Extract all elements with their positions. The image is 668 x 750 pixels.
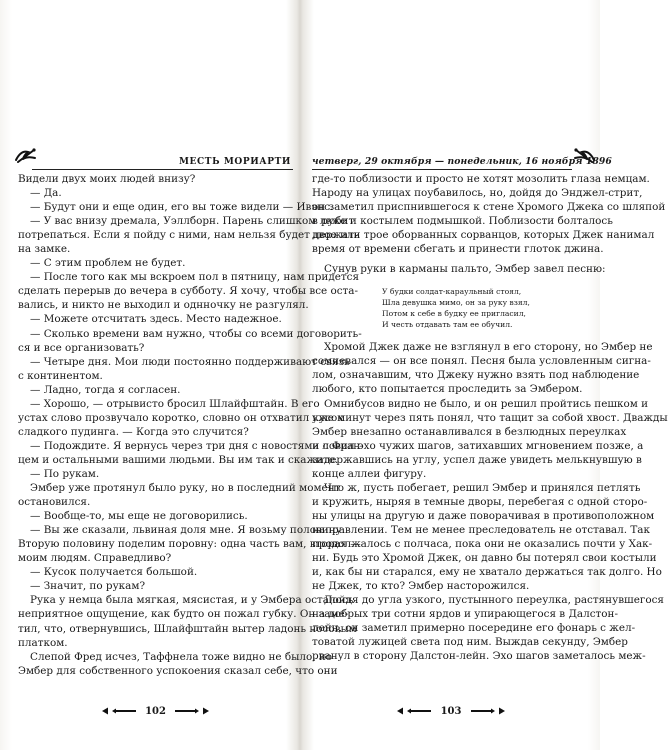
text-line: сделать перерыв до вечера в субботу. Я хочу, чтобы все оста- bbox=[18, 285, 359, 298]
text-line: Рука у немца была мягкая, мясистая, и у Эмбера осталось bbox=[30, 594, 354, 607]
verse-line: Шла девушка мимо, он за руку взял, bbox=[382, 298, 530, 308]
running-head: МЕСТЬ МОРИАРТИ bbox=[178, 157, 291, 167]
left-page bbox=[18, 148, 364, 717]
page-number bbox=[312, 705, 590, 721]
verse-line: У будки солдат-караульный стоял, bbox=[382, 287, 522, 297]
right-page bbox=[312, 148, 668, 717]
text-line: время от времени сбегать и принести глоток джина. bbox=[312, 243, 604, 256]
text-line: Народу на улицах поубавилось, но, дойдя до Энджел-стрит, bbox=[312, 187, 643, 200]
text-line: любого, кто попытается проследить за Эмбером. bbox=[312, 383, 583, 396]
text-line: неприятное ощущение, как будто он пожал губку. Он заме- bbox=[18, 608, 349, 621]
decorative-flourish-icon bbox=[572, 146, 596, 166]
text-line: с континентом. bbox=[18, 369, 103, 382]
text-line: — С этим проблем не будет. bbox=[30, 257, 186, 270]
text-line: — Да. bbox=[30, 187, 62, 200]
text-line: — По рукам. bbox=[30, 467, 100, 480]
right-page-text bbox=[312, 172, 668, 663]
text-line: — Хорошо, — отрывисто бросил Шлайфштайн. В его bbox=[30, 397, 320, 410]
text-line: ны улицы на другую и даже поворачивая в противоположном bbox=[312, 509, 655, 522]
song-verse bbox=[382, 286, 590, 330]
text-line: — Подождите. Я вернусь через три дня с новостями с Фран- bbox=[30, 439, 364, 452]
text-line: рванул в сторону Далстон-лейн. Эхо шагов заметалось меж- bbox=[312, 650, 646, 663]
text-line: не Джек, то кто? Эмбер насторожился. bbox=[312, 580, 530, 593]
text-line: Эмбер для собственного успокоения сказал себе, что они bbox=[18, 664, 338, 677]
text-line: Дойдя до угла узкого, пустынного переулка, растянувшегося bbox=[324, 594, 664, 607]
text-line: Хромой Джек даже не взглянул в его сторону, но Эмбер не bbox=[324, 341, 653, 354]
text-line: — Четыре дня. Мои люди постоянно поддерживают связь bbox=[30, 355, 350, 368]
text-line: направлении. Тем не менее преследователь не отставал. Так bbox=[312, 523, 650, 536]
text-line: — Будут они и еще один, его вы тоже видели — Ивэнс. bbox=[30, 201, 334, 214]
folio-ornament-left-icon bbox=[102, 707, 136, 715]
text-line: и ловил эхо чужих шагов, затихавших мгновением позже, а bbox=[312, 439, 644, 452]
text-line: Что ж, пусть побегает, решил Эмбер и принялся петлять bbox=[324, 481, 641, 494]
decorative-flourish-icon bbox=[14, 146, 38, 166]
text-line: и кружить, ныряя в темные дворы, перебегая с одной сторо- bbox=[312, 495, 648, 508]
text-line: лом, означавшим, что Джеку нужно взять под наблюдение bbox=[312, 369, 640, 382]
text-line: товатой лужицей света под ним. Выждав секунду, Эмбер bbox=[312, 636, 628, 649]
running-head: четверг, 29 октября — понедельник, 16 ноября 1896 bbox=[312, 156, 612, 167]
header-rule bbox=[32, 169, 293, 170]
text-line: устах слово прозвучало коротко, словно он отхватил кусок bbox=[18, 411, 344, 424]
text-line: где-то поблизости и просто не хотят мозолить глаза немцам. bbox=[312, 173, 650, 185]
text-line: вались, и никто не выходил и однночку не разгулял. bbox=[18, 299, 309, 312]
folio-ornament-right-icon bbox=[175, 707, 209, 715]
verse-line: И честь отдавать там ее обучил. bbox=[382, 320, 513, 330]
text-line: на замке. bbox=[18, 243, 71, 256]
text-line: ся и все организовать? bbox=[18, 341, 145, 354]
text-line: моим людям. Справедливо? bbox=[18, 552, 172, 565]
text-line: — Ладно, тогда я согласен. bbox=[30, 383, 181, 396]
text-line: платком. bbox=[18, 636, 68, 649]
text-line: Слепой Фред исчез, Таффнела тоже видно не было, но bbox=[30, 650, 333, 663]
right-page-header bbox=[312, 148, 612, 170]
page-number-label: 102 bbox=[145, 706, 166, 717]
header-rule bbox=[312, 169, 572, 170]
text-line: конце аллеи фигуру. bbox=[312, 467, 427, 480]
text-line: Эмбер внезапно останавливался в безлюдных переулках bbox=[312, 425, 627, 438]
left-page-header bbox=[18, 148, 293, 170]
text-line: потрепаться. Если я пойду с ними, нам нельзя будет держать bbox=[18, 229, 360, 242]
text-line: ни. Будь это Хромой Джек, он давно бы потерял свои костыли bbox=[312, 552, 657, 565]
text-line: — Вы же сказали, львиная доля мне. Я возьму половину. bbox=[30, 524, 346, 537]
text-line: тил, что, отвернувшись, Шлайфштайн вытер ладонь носовым bbox=[18, 622, 357, 635]
text-line: Эмбер уже протянул было руку, но в последний момент bbox=[30, 482, 341, 495]
text-line: — Можете отсчитать здесь. Место надежное. bbox=[30, 313, 282, 326]
text-line: Сунув руки в карманы пальто, Эмбер завел песню: bbox=[324, 263, 606, 276]
text-line: уже минут через пять понял, что тащит за собой хвост. Дважды bbox=[312, 411, 668, 424]
text-line: — Кусок получается большой. bbox=[30, 566, 198, 579]
text-line: в руке и костылем подмышкой. Поблизости болталось bbox=[312, 215, 613, 228]
page-number bbox=[18, 705, 293, 721]
text-line: Видели двух моих людей внизу? bbox=[18, 173, 196, 185]
text-line: сомневался — он все понял. Песня была условленным сигна- bbox=[312, 355, 651, 368]
text-line: Вторую половину поделим поровну: одна часть вам, вторая — bbox=[18, 538, 361, 551]
text-line: цем и остальными вашими людьми. Вы им так и скажите. bbox=[18, 453, 339, 466]
left-page-text bbox=[18, 172, 364, 678]
text-line: — Значит, по рукам? bbox=[30, 580, 146, 593]
text-line: и, как бы ни старался, ему не хватало держаться так долго. Но bbox=[312, 566, 662, 579]
text-line: двое или трое оборванных сорванцов, которых Джек нанимал bbox=[312, 229, 655, 242]
text-line: — Сколько времени вам нужно, чтобы со всеми договорить- bbox=[30, 327, 362, 340]
text-line: — После того как мы вскроем пол в пятницу, нам придется bbox=[30, 271, 360, 284]
text-line: задержавшись на углу, успел даже увидеть мелькнувшую в bbox=[312, 453, 642, 466]
page-number-label: 103 bbox=[440, 706, 462, 717]
text-line: сладкого пудинга. — Когда это случится? bbox=[18, 425, 249, 438]
text-line: продолжалось с полчаса, пока они не оказались почти у Хак- bbox=[312, 537, 653, 550]
text-line: — У вас внизу дремала, Уэллборн. Парень слишком любит bbox=[30, 215, 355, 228]
verse-line: Потом к себе в будку ее пригласил, bbox=[382, 309, 526, 319]
text-line: Омнибусов видно не было, и он решил пройтись пешком и bbox=[324, 397, 649, 410]
text-line: на добрых три сотни ярдов и упирающегося в Далстон- bbox=[312, 608, 618, 621]
text-line: остановился. bbox=[18, 496, 91, 509]
text-line: — Вообще-то, мы еще не договорились. bbox=[30, 510, 248, 523]
folio-ornament-left-icon bbox=[397, 707, 431, 715]
folio-ornament-right-icon bbox=[471, 707, 505, 715]
text-line: лейн, он заметил примерно посередине его фонарь с жел- bbox=[312, 622, 636, 635]
text-line: он заметил приспнившегося к стене Хромого Джека со шляпой bbox=[312, 201, 666, 214]
